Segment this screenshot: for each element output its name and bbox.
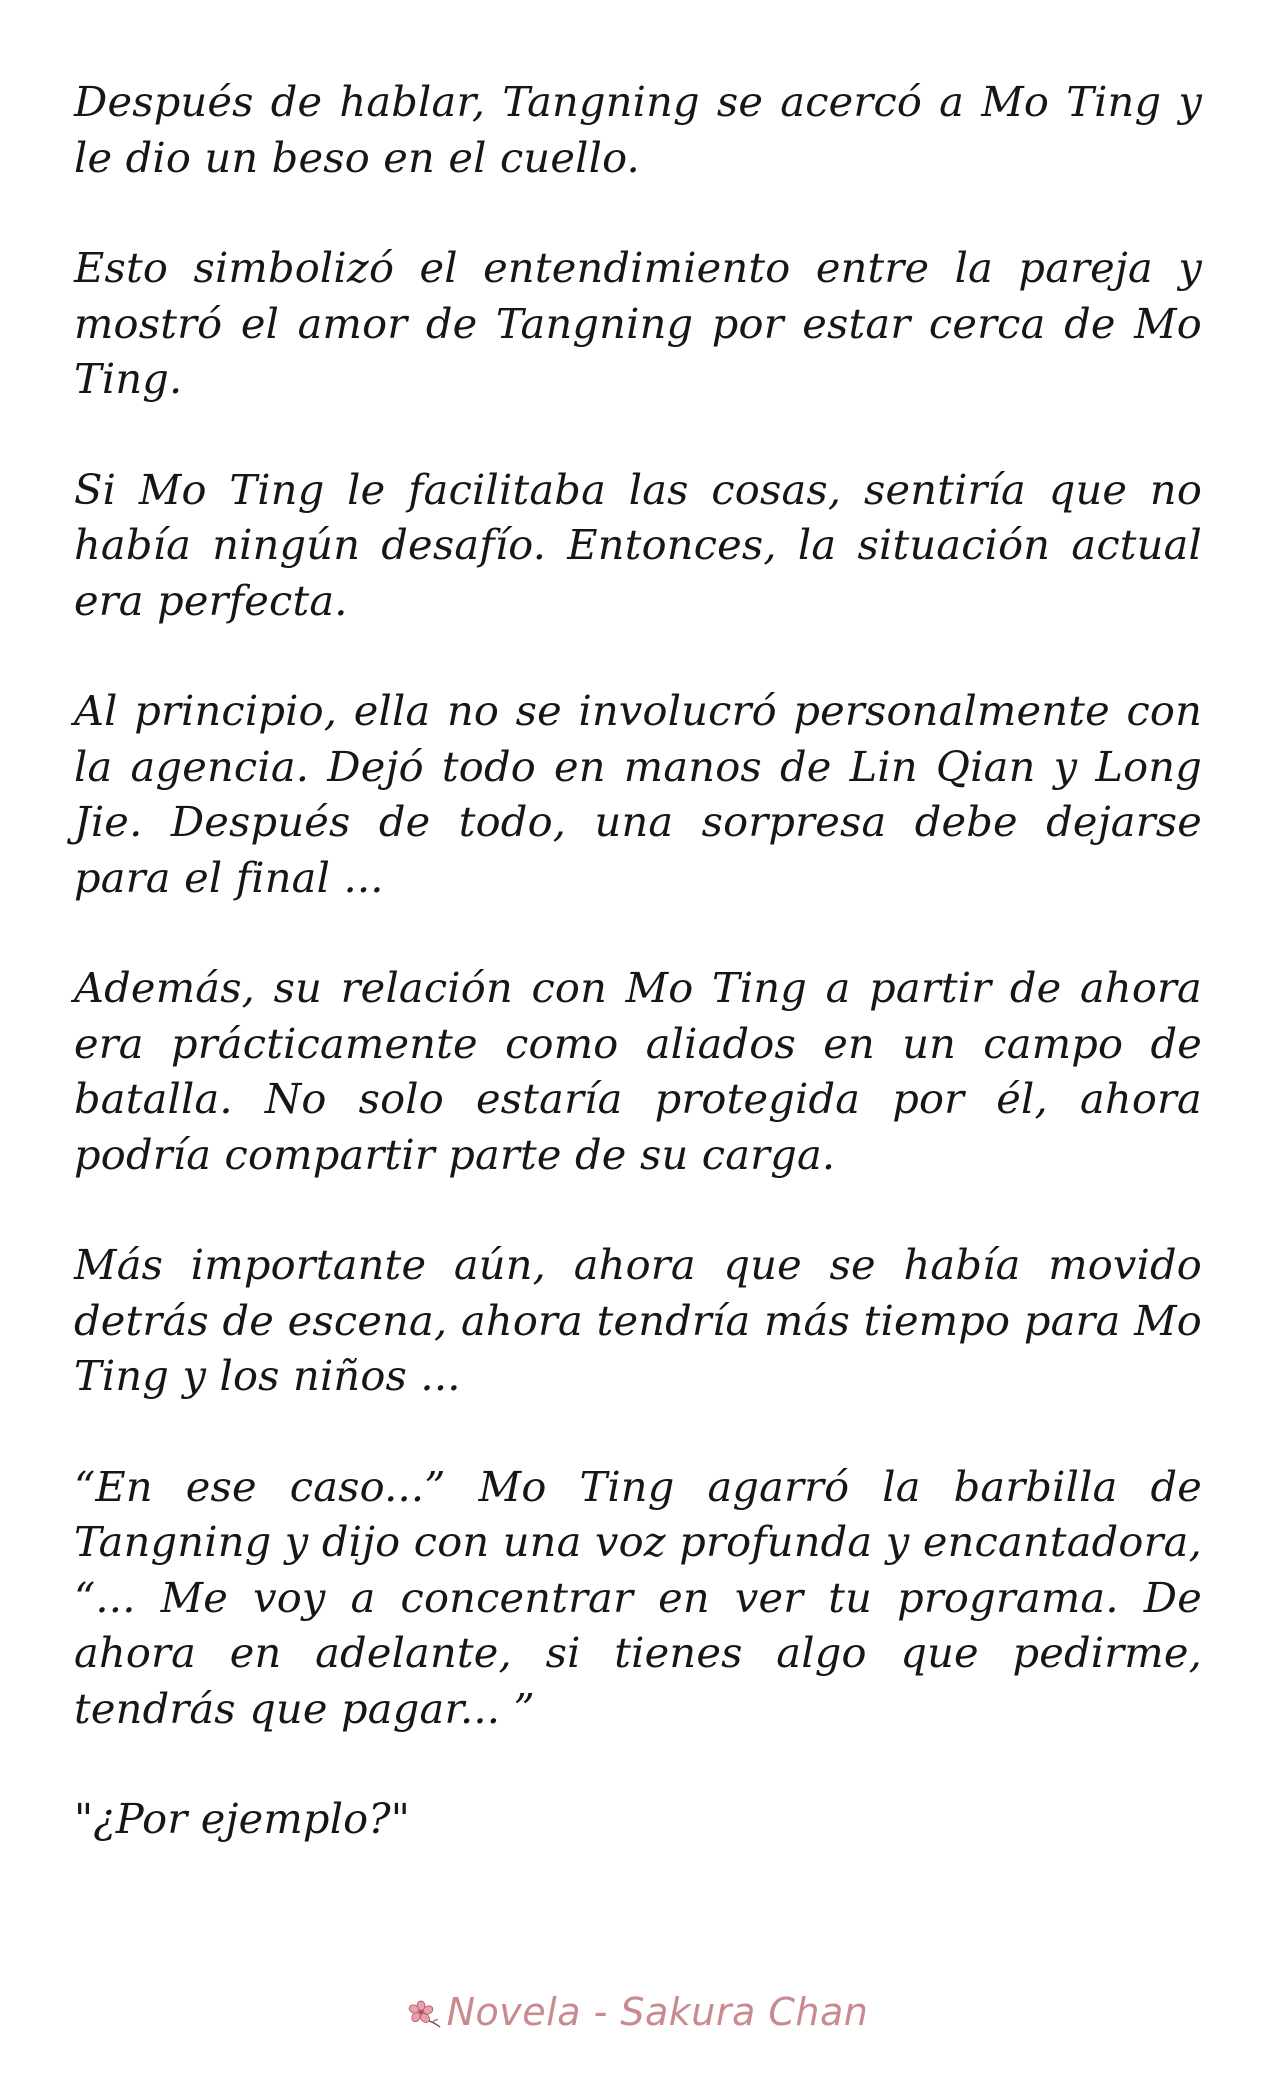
paragraph-5: Además, su relación con Mo Ting a partir de ahora era prácticamente como aliados en un campo de batalla. No solo estaría protegida por él, ahora podría compartir parte de su carga.	[74, 963, 1202, 1179]
footer-label: Novela - Sakura Chan	[446, 1990, 869, 2034]
paragraph-1: Después de hablar, Tangning se acercó a Mo Ting y le dio un beso en el cuello.	[74, 77, 1202, 182]
sakura-flower-icon	[407, 1994, 443, 2024]
paragraph-7: “En ese caso...” Mo Ting agarró la barbilla de Tangning y dijo con una voz profunda y encantadora, “... Me voy a concentrar en ver tu programa. De ahora en adelante, si tienes algo que pedirme, tendrás que pagar... ”	[74, 1461, 1202, 1733]
paragraph-2: Esto simbolizó el entendimiento entre la pareja y mostró el amor de Tangning por estar cerca de Mo Ting.	[74, 243, 1202, 403]
paragraph-4: Al principio, ella no se involucró personalmente con la agencia. Dejó todo en manos de Lin Qian y Long Jie. Después de todo, una sorpresa debe dejarse para el final ...	[74, 686, 1202, 902]
paragraph-6: Más importante aún, ahora que se había movido detrás de escena, ahora tendría más tiempo para Mo Ting y los niños ...	[74, 1240, 1202, 1400]
paragraph-8: "¿Por ejemplo?"	[74, 1794, 411, 1843]
story-text	[74, 74, 1202, 1847]
watermark-footer	[0, 1990, 1275, 2034]
paragraph-3: Si Mo Ting le facilitaba las cosas, sentiría que no había ningún desafío. Entonces, la situación actual era perfecta.	[74, 464, 1202, 625]
